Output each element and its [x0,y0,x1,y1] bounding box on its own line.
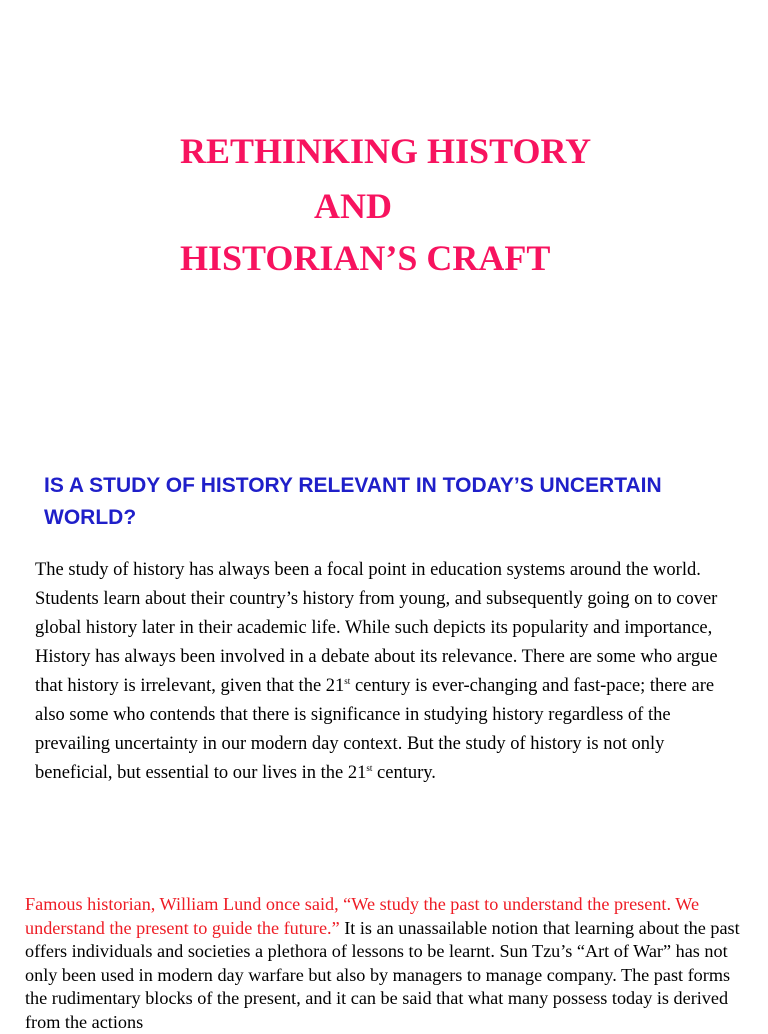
title-line-2: AND [314,186,392,226]
title-line-1: RETHINKING HISTORY [180,131,592,171]
superscript-st-2: st [366,762,373,773]
paragraph-1-text-b: century is ever-changing and fast-pace; there are also some who contends that there is significance in studying history regardless of the prevailing uncertainty in our modern day context. But the study of history is not only beneficial, but essential to our lives in the 21 [35,676,715,783]
body-paragraph-1 [35,556,735,788]
quote-text: Famous historian, William Lund once said, “We study the past to understand the present. We understand the present to guide the future.” [25,894,700,938]
title-line-3: HISTORIAN’S CRAFT [180,238,551,278]
paragraph-1-text-a: The study of history has always been a focal point in education systems around the world. Students learn about their country’s history from young, and subsequently going on to cover global history later in their academic life. While such depicts its popularity and importance, History has always been involved in a debate about its relevance. There are some who argue that history is irrelevant, given that the 21 [35,560,718,696]
superscript-st-1: st [344,675,351,686]
paragraph-2-text: It is an unassailable notion that learning about the past offers individuals and societies a plethora of lessons to be learnt. Sun Tzu’s “Art of War” has not only been used in modern day warfare but also by managers to manage company. The past forms the rudimentary blocks of the present, and it can be said that what many possess today is derived from the actions [25,917,740,1032]
body-paragraph-2 [25,893,741,1034]
section-heading: IS A STUDY OF HISTORY RELEVANT IN TODAY’S UNCERTAIN WORLD? [44,474,662,529]
paragraph-1-text-c: century. [372,763,436,783]
